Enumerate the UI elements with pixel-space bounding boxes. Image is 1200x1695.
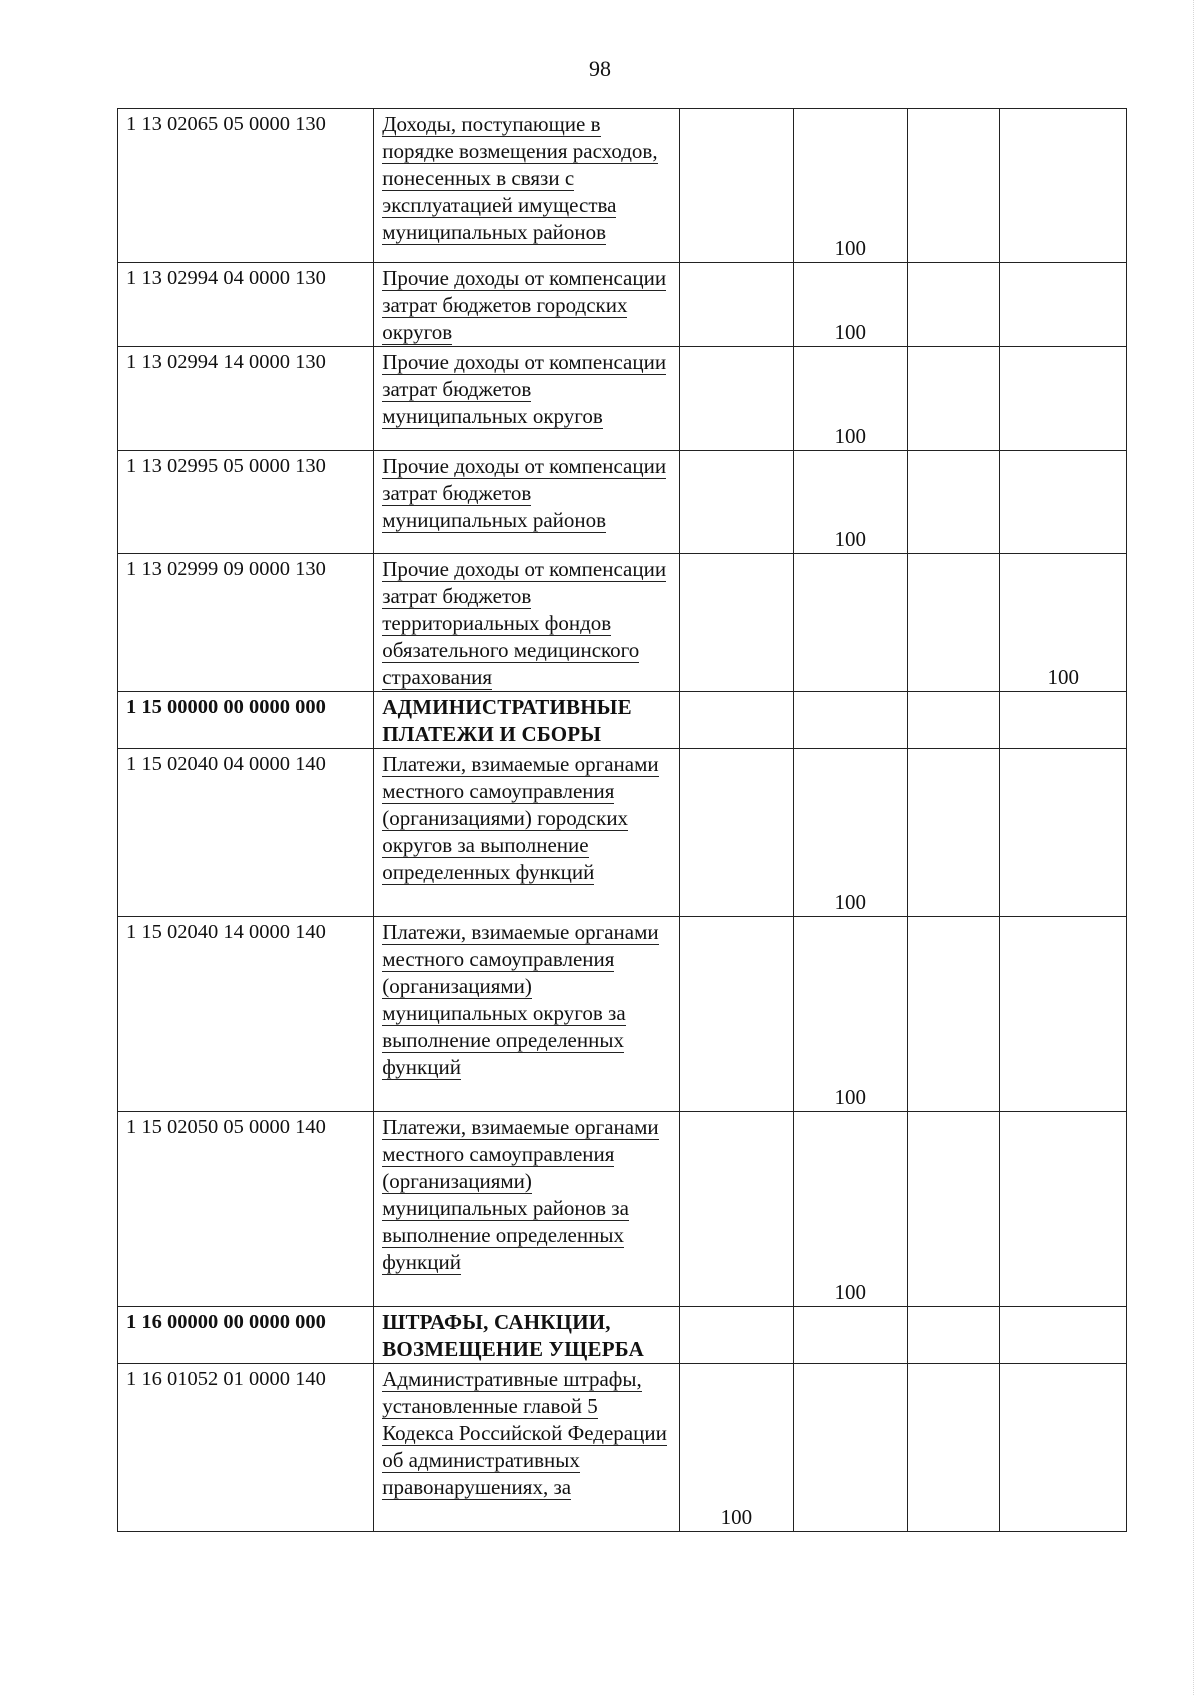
income-code: 1 16 01052 01 0000 140: [118, 1364, 374, 1532]
value-col-1: [679, 917, 793, 1112]
income-name-text: Доходы, поступающие в порядке возмещения расходов, понесенных в связи с эксплуатацией имущества муниципальных районов: [382, 112, 658, 244]
income-name-text: Платежи, взимаемые органами местного самоуправления (организациями) городских округов за выполнение определенных функций: [382, 752, 659, 884]
value-col-4: [1000, 692, 1127, 749]
value-col-1: [679, 347, 793, 451]
value-col-2: [793, 1307, 907, 1364]
table-row: [118, 347, 1127, 451]
income-name: [374, 451, 680, 554]
value-col-3: [907, 1364, 1000, 1532]
value-col-4: [1000, 347, 1127, 451]
income-name-text: Прочие доходы от компенсации затрат бюджетов муниципальных округов: [382, 350, 667, 428]
value-col-4: [1000, 1364, 1127, 1532]
table-row: [118, 1364, 1127, 1532]
value-col-3: [907, 917, 1000, 1112]
income-code: 1 13 02994 14 0000 130: [118, 347, 374, 451]
value-col-4: [1000, 749, 1127, 917]
value-col-3: [907, 749, 1000, 917]
income-name-text: Прочие доходы от компенсации затрат бюджетов территориальных фондов обязательного медицинского страхования: [382, 557, 667, 689]
scan-edge-artifact: [1189, 0, 1194, 1695]
value-col-4: [1000, 1307, 1127, 1364]
value-col-1: [679, 554, 793, 692]
income-name-text: Прочие доходы от компенсации затрат бюджетов городских округов: [382, 266, 667, 344]
income-name-text: Административные штрафы, установленные главой 5 Кодекса Российской Федерации об административных правонарушениях, за: [382, 1367, 667, 1499]
value-col-1: [679, 109, 793, 263]
table-row: [118, 749, 1127, 917]
value-col-2: 100: [793, 749, 907, 917]
income-name: [374, 347, 680, 451]
value-col-1: [679, 749, 793, 917]
value-col-4: [1000, 1112, 1127, 1307]
value-col-2: 100: [793, 109, 907, 263]
table-row-section: [118, 692, 1127, 749]
value-col-2: [793, 1364, 907, 1532]
table-row: [118, 554, 1127, 692]
income-name: [374, 1364, 680, 1532]
income-code: 1 13 02065 05 0000 130: [118, 109, 374, 263]
section-code: 1 16 00000 00 0000 000: [118, 1307, 374, 1364]
income-code: 1 13 02999 09 0000 130: [118, 554, 374, 692]
section-code: 1 15 00000 00 0000 000: [118, 692, 374, 749]
income-code: 1 15 02040 14 0000 140: [118, 917, 374, 1112]
income-code: 1 15 02050 05 0000 140: [118, 1112, 374, 1307]
value-col-3: [907, 692, 1000, 749]
value-col-3: [907, 1112, 1000, 1307]
value-col-2: 100: [793, 263, 907, 347]
value-col-3: [907, 347, 1000, 451]
value-col-1: [679, 1307, 793, 1364]
income-name: [374, 263, 680, 347]
table-row: [118, 1112, 1127, 1307]
income-code: 1 13 02995 05 0000 130: [118, 451, 374, 554]
table-row: [118, 917, 1127, 1112]
income-code: 1 13 02994 04 0000 130: [118, 263, 374, 347]
section-name: ШТРАФЫ, САНКЦИИ, ВОЗМЕЩЕНИЕ УЩЕРБА: [374, 1307, 680, 1364]
table-row-section: [118, 1307, 1127, 1364]
value-col-2: 100: [793, 451, 907, 554]
page-number: 98: [589, 56, 611, 81]
income-name: [374, 109, 680, 263]
income-name-text: Прочие доходы от компенсации затрат бюджетов муниципальных районов: [382, 454, 667, 532]
value-col-4: [1000, 263, 1127, 347]
value-col-3: [907, 554, 1000, 692]
value-col-2: 100: [793, 917, 907, 1112]
value-col-2: [793, 554, 907, 692]
budget-table: [117, 108, 1127, 1532]
income-code: 1 15 02040 04 0000 140: [118, 749, 374, 917]
table-row: [118, 263, 1127, 347]
income-name: [374, 917, 680, 1112]
value-col-1: [679, 1112, 793, 1307]
value-col-2: 100: [793, 347, 907, 451]
income-name-text: Платежи, взимаемые органами местного самоуправления (организациями) муниципальных районов за выполнение определенных функций: [382, 1115, 659, 1274]
value-col-2: [793, 692, 907, 749]
value-col-3: [907, 1307, 1000, 1364]
value-col-3: [907, 451, 1000, 554]
value-col-3: [907, 263, 1000, 347]
table-row: [118, 451, 1127, 554]
value-col-1: [679, 451, 793, 554]
income-name-text: Платежи, взимаемые органами местного самоуправления (организациями) муниципальных округов за выполнение определенных функций: [382, 920, 659, 1079]
value-col-3: [907, 109, 1000, 263]
value-col-4: [1000, 109, 1127, 263]
table-row: [118, 109, 1127, 263]
income-name: [374, 554, 680, 692]
income-name: [374, 749, 680, 917]
value-col-1: [679, 692, 793, 749]
value-col-1: [679, 263, 793, 347]
value-col-4: [1000, 917, 1127, 1112]
income-name: [374, 1112, 680, 1307]
value-col-1: 100: [679, 1364, 793, 1532]
value-col-2: 100: [793, 1112, 907, 1307]
value-col-4: 100: [1000, 554, 1127, 692]
value-col-4: [1000, 451, 1127, 554]
section-name: АДМИНИСТРАТИВНЫЕ ПЛАТЕЖИ И СБОРЫ: [374, 692, 680, 749]
